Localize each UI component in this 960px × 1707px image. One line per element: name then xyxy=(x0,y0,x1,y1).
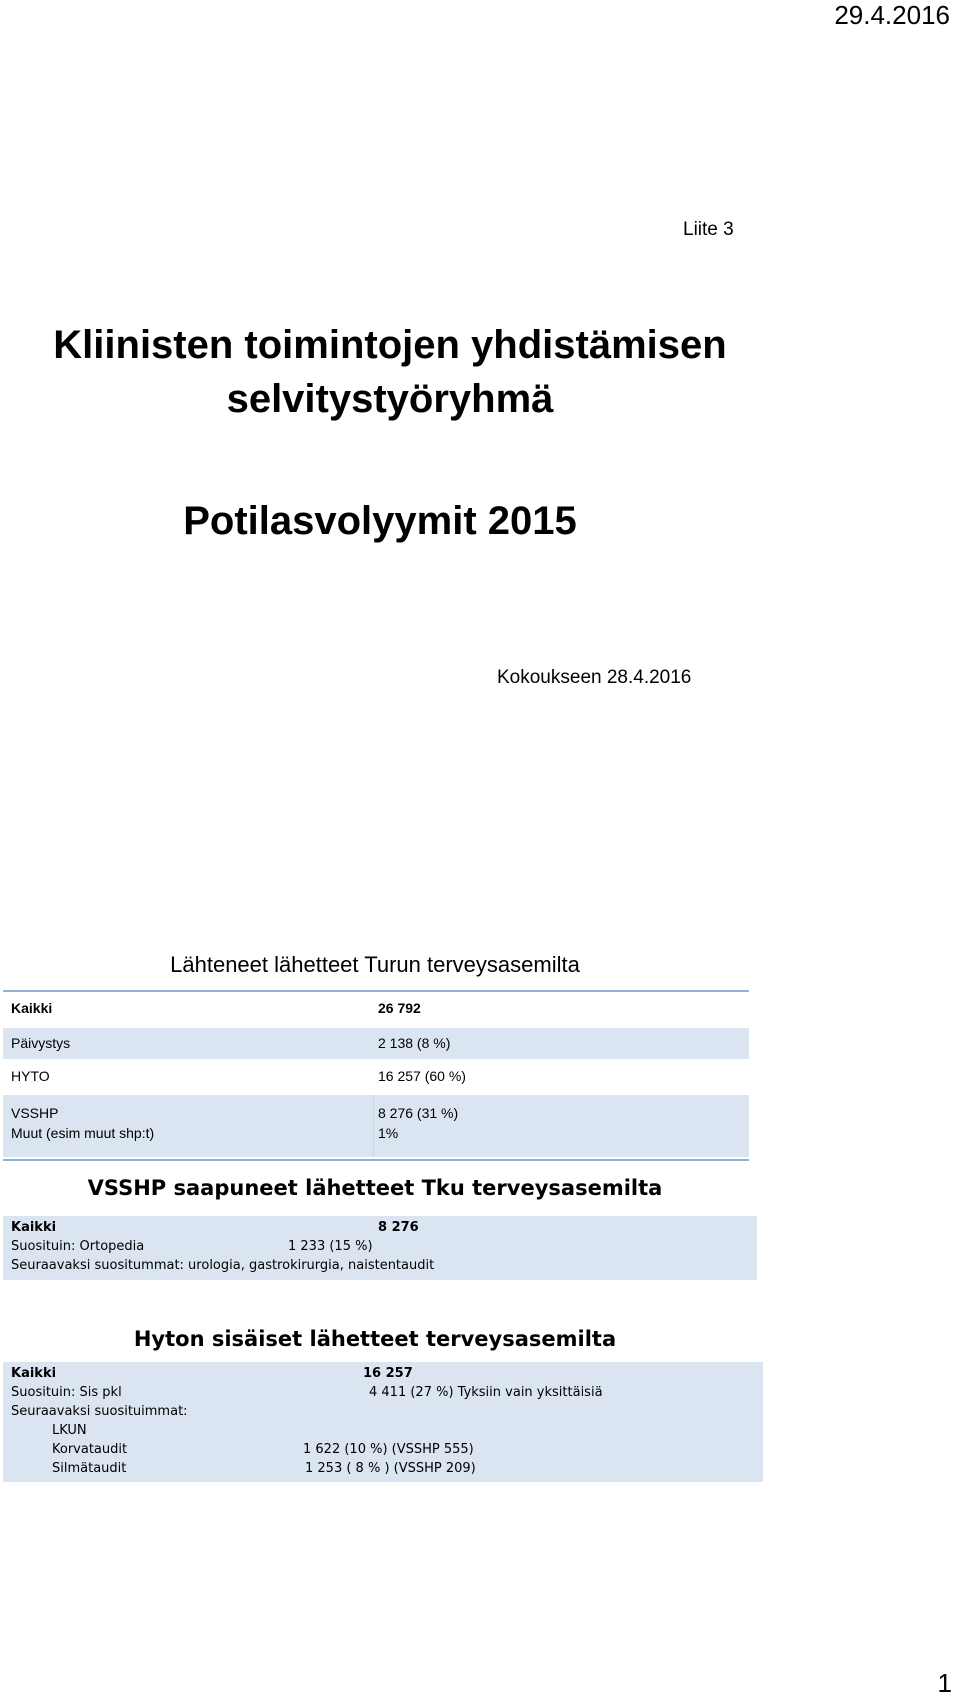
title-line-2: selvitystyöryhmä xyxy=(226,377,554,421)
recommended-value: 4 411 (27 %) Tyksiin vain yksittäisiä xyxy=(369,1385,603,1400)
row-label: VSSHP xyxy=(11,1105,59,1121)
list-item-value: 1 253 ( 8 % ) (VSSHP 209) xyxy=(305,1461,476,1476)
row-label: HYTO xyxy=(11,1068,50,1084)
list-item: LKUN xyxy=(52,1423,87,1438)
total-label: Kaikki xyxy=(11,1366,57,1381)
document-title xyxy=(0,318,780,426)
appendix-label: Liite 3 xyxy=(683,219,734,240)
table-row xyxy=(3,990,749,1028)
row-value: 26 792 xyxy=(378,1000,421,1016)
list-item: Korvataudit xyxy=(52,1442,128,1457)
document-subtitle: Potilasvolyymit 2015 xyxy=(183,499,577,543)
table-row xyxy=(3,1028,749,1061)
next-recommended: Seuraavaksi suositummat: urologia, gastrokirurgia, naistentaudit xyxy=(11,1258,435,1273)
row-label: Kaikki xyxy=(11,1000,53,1016)
section3-box xyxy=(3,1362,763,1482)
page-number: 1 xyxy=(937,1668,952,1698)
row-value: 1% xyxy=(378,1125,399,1141)
table-row xyxy=(3,1061,749,1095)
section2-title: VSSHP saapuneet lähetteet Tku terveysasemilta xyxy=(87,1176,663,1200)
row-value: 8 276 (31 %) xyxy=(378,1105,459,1121)
row-value: 2 138 (8 %) xyxy=(378,1035,451,1051)
header-date: 29.4.2016 xyxy=(834,0,950,30)
section2-box xyxy=(3,1216,757,1280)
recommended-value: 1 233 (15 %) xyxy=(288,1239,373,1254)
row-label-group xyxy=(11,1103,154,1143)
row-label: Muut (esim muut shp:t) xyxy=(11,1125,155,1141)
total-value: 8 276 xyxy=(378,1220,419,1235)
list-item-value: 1 622 (10 %) (VSSHP 555) xyxy=(303,1442,474,1457)
total-value: 16 257 xyxy=(363,1366,413,1381)
recommended-label: Suosituin: Sis pkl xyxy=(11,1385,122,1400)
total-label: Kaikki xyxy=(11,1220,57,1235)
table-row xyxy=(3,1095,749,1159)
row-label: Päivystys xyxy=(11,1035,71,1051)
meeting-date: Kokoukseen 28.4.2016 xyxy=(497,667,692,688)
section1-table xyxy=(3,990,749,1161)
title-line-1: Kliinisten toimintojen yhdistämisen xyxy=(53,323,727,367)
next-recommended-label: Seuraavaksi suosituimmat: xyxy=(11,1404,188,1419)
row-value: 16 257 (60 %) xyxy=(378,1068,466,1084)
section1-title: Lähteneet lähetteet Turun terveysasemilta xyxy=(170,952,580,977)
table-bottom-rule xyxy=(3,1159,749,1161)
row-value-group xyxy=(378,1103,458,1143)
list-item: Silmätaudit xyxy=(52,1461,127,1476)
column-divider xyxy=(373,1095,374,1157)
section3-title: Hyton sisäiset lähetteet terveysasemilta xyxy=(133,1327,617,1351)
recommended-label: Suosituin: Ortopedia xyxy=(11,1239,145,1254)
